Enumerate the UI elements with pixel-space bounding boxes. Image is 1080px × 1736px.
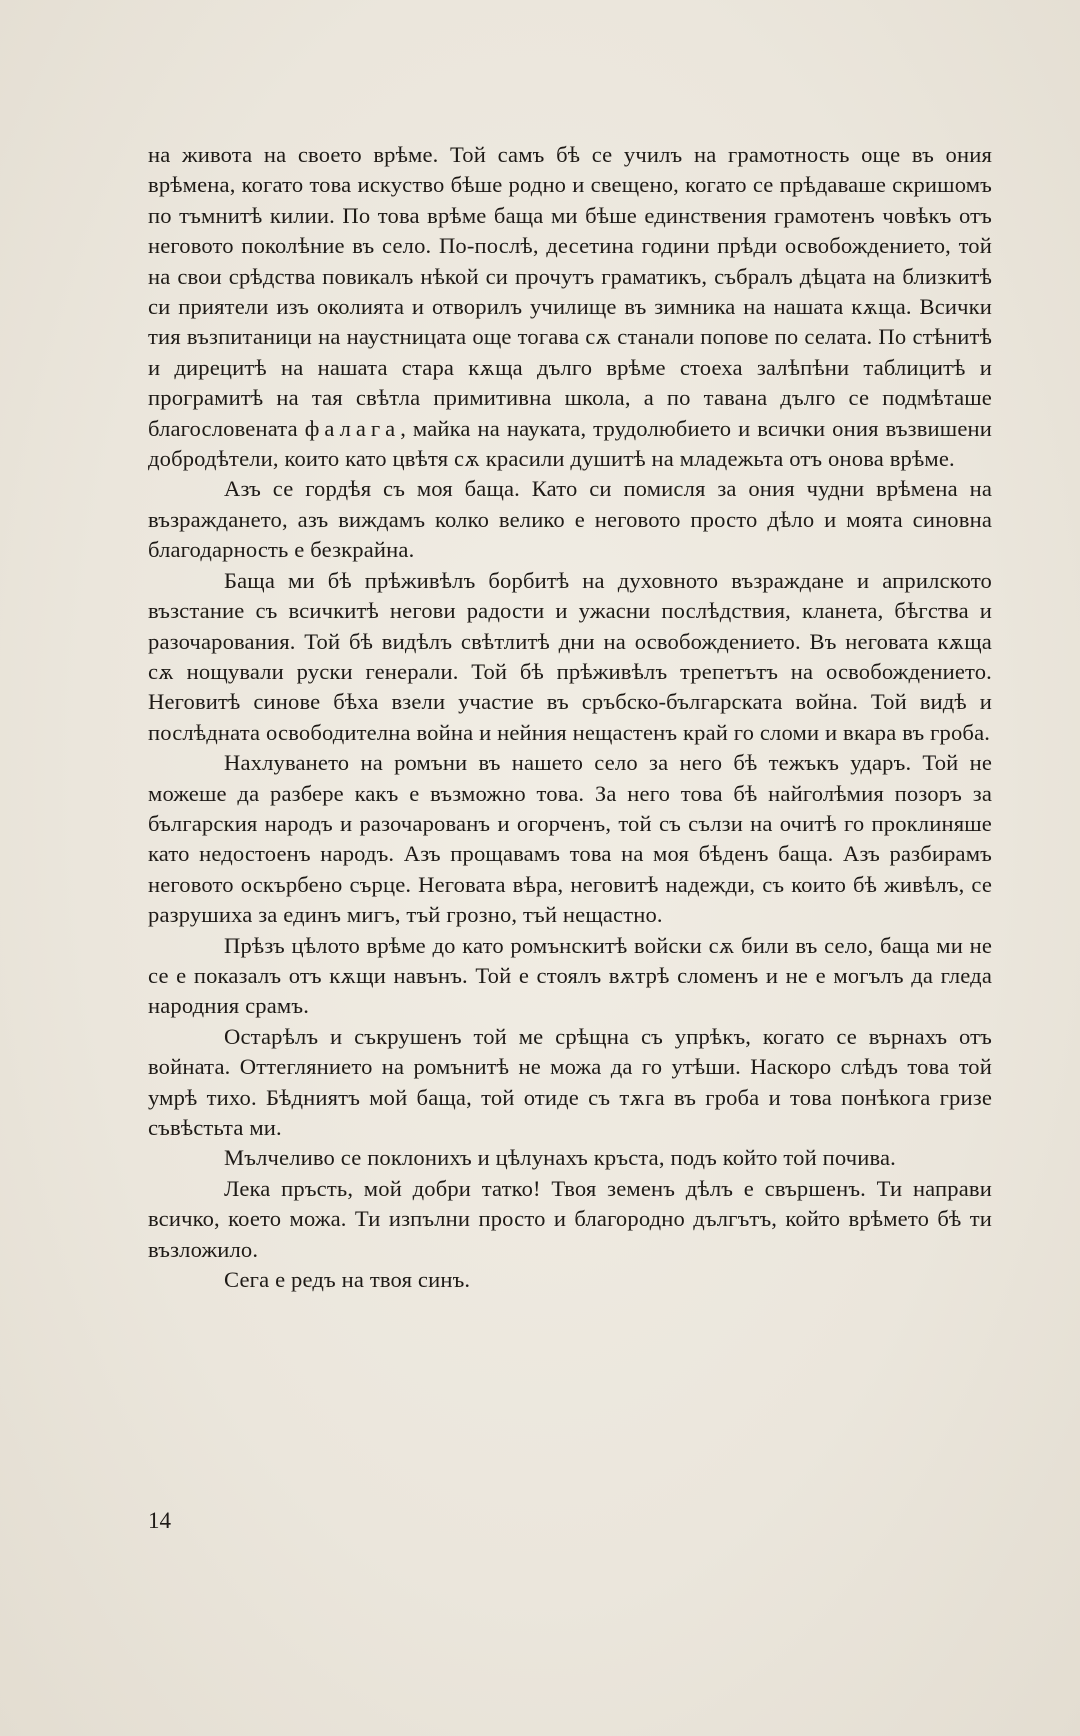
- spaced-word: фалага: [304, 415, 401, 441]
- paragraph: Азъ се гордѣя съ моя баща. Като си помисля за ония чудни врѣмена на възраждането, азъ виждамъ колко велико е неговото просто дѣло и моята синовна благодарность е безкрайна.: [148, 476, 992, 563]
- paragraph: Лека пръсть, мой добри татко! Твоя земенъ дѣлъ е свършенъ. Ти направи всичко, което можа. Ти изпълни просто и благородно дългътъ, който врѣмето бѣ ти възложило.: [148, 1175, 992, 1262]
- page-number: 14: [148, 1508, 171, 1533]
- paragraph: [148, 140, 992, 474]
- paragraph: Нахлуването на ромъни въ нашето село за него бѣ тежъкъ ударъ. Той не можеше да разбере какъ е възможно това. За него това бѣ найголѣмия позоръ за българския народъ и разочарованъ и огорченъ, той съ сълзи на очитѣ го проклиняше като недостоенъ народъ. Азъ прощавамъ това на моя бѣденъ баща. Азъ разбирамъ неговото оскърбено сърце. Неговата вѣра, неговитѣ надежди, съ които бѣ живѣлъ, се разрушиха за единъ мигъ, тъй грозно, тъй нещастно.: [148, 750, 992, 928]
- paragraph: Остарѣлъ и съкрушенъ той ме срѣщна съ упрѣкъ, когато се върнахъ отъ войната. Оттеглянието на ромънитѣ не можа да го утѣши. Наскоро слѣдъ това той умрѣ тихо. Бѣдниятъ мой баща, той отиде съ тѫга въ гроба и това понѣкога гризе съвѣстьта ми.: [148, 1023, 992, 1140]
- paragraph-text: на живота на своето врѣме. Той самъ бѣ се училъ на грамотность още въ ония врѣмена, когато това искуство бѣше родно и свещено, когато се прѣдаваше скришомъ по тъмнитѣ килии. По това врѣме баща ми бѣше единствения грамотенъ човѣкъ отъ неговото поколѣние въ село. По-послѣ, десетина години прѣди освобождението, той на свои срѣдства повикалъ нѣкой си прочутъ граматикъ, събралъ дѣцата на близкитѣ си приятели изъ околията и отворилъ училище въ зимника на нашата кѫща. Всички тия възпитаници на наустницата още тогава сѫ станали попове по селата. По стѣнитѣ и дирецитѣ на нашата стара кѫща дълго врѣме стоеха залѣпѣни таблицитѣ и програмитѣ на тая свѣтла примитивна школа, а по тавана дълго се подмѣташе благословената: [148, 142, 992, 441]
- paragraph: Мълчеливо се поклонихъ и цѣлунахъ кръста, подъ който той почива.: [224, 1145, 896, 1171]
- paragraph: Баща ми бѣ прѣживѣлъ борбитѣ на духовното възраждане и априлското възстание съ всичкитѣ негови радости и ужасни послѣдствия, кланета, бѣгства и разочарования. Той бѣ видѣлъ свѣтлитѣ дни на освобождението. Въ неговата кѫща сѫ нощували руски генерали. Той бѣ прѣживѣлъ трепетътъ на освобождението. Неговитѣ синове бѣха взели участие въ сръбско-българската война. Той видѣ и послѣдната освободителна война и нейния нещастенъ край го сломи и вкара въ гроба.: [148, 567, 992, 745]
- body-text: [148, 140, 992, 1295]
- paragraph: Прѣзъ цѣлото врѣме до като ромънскитѣ войски сѫ били въ село, баща ми не се е показалъ отъ кѫщи навънъ. Той е стоялъ вѫтрѣ сломенъ и не е могълъ да гледа народния срамъ.: [148, 932, 992, 1019]
- paragraph: Сега е редъ на твоя синъ.: [224, 1267, 471, 1293]
- paragraph-text: , майка на науката, трудолюбието и всички ония възвишени добродѣтели, които като цвѣтя сѫ красили душитѣ на младежьта отъ онова врѣме.: [148, 415, 992, 472]
